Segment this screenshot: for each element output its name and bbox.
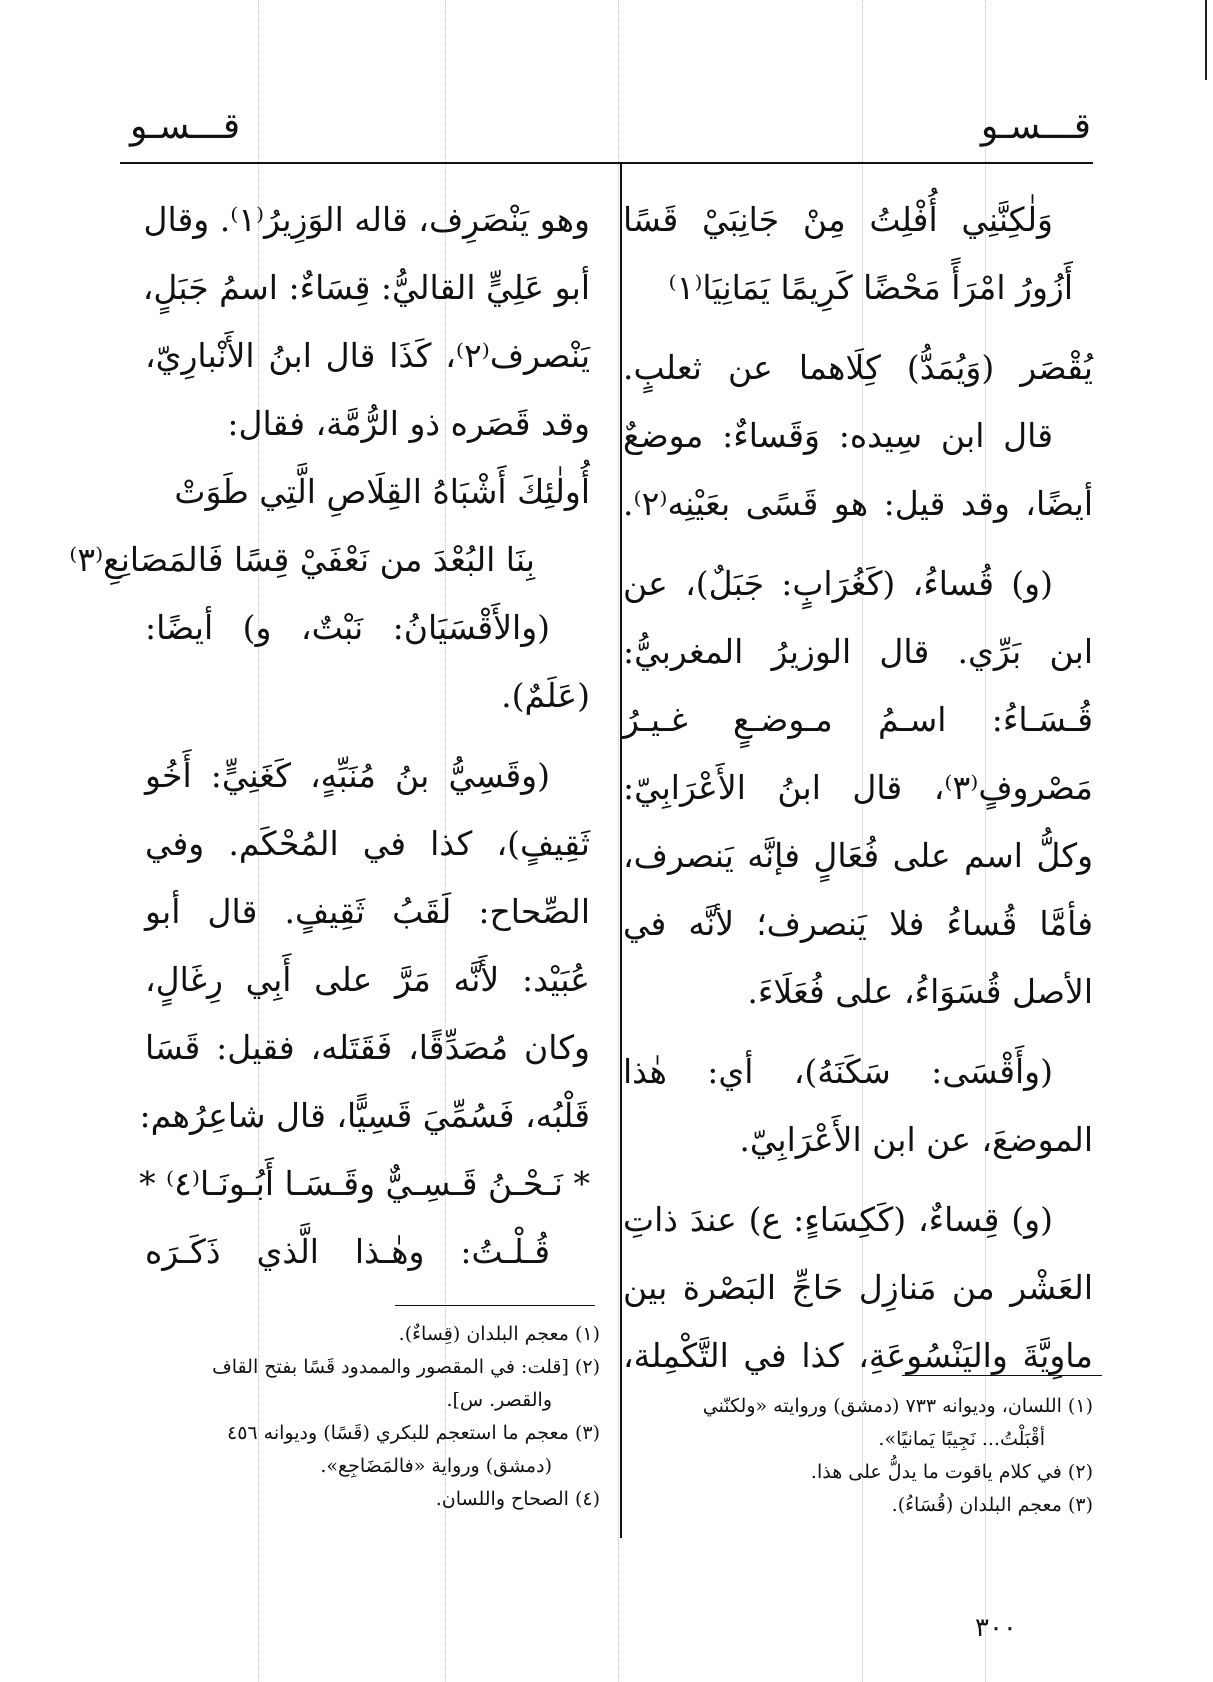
scan-edge-line (1205, 0, 1207, 80)
right-column (623, 186, 1093, 1390)
running-header-left: قـــسـو (130, 106, 241, 147)
text-line: أُولٰئِكَ أَشْبَاهُ القِلَاصِ الَّتِي طَوَتْ (174, 472, 590, 511)
left-column (69, 186, 590, 1286)
text-line: عُبَيْد: لأَنَّه مَرَّ على أَبِي رِغَالٍ، (145, 960, 590, 999)
footnote-rule-left (395, 1305, 595, 1306)
footnote: (١) معجم البلدان (قِساءٌ). (398, 1323, 600, 1345)
footnote: (٤) الصحاح واللسان. (435, 1488, 600, 1510)
footnote: (٢) في كلام ياقوت ما يدلُّ على هذا. (810, 1461, 1093, 1483)
text-line: أيضًا، وقد قيل: هو قَسًى بعَيْنِه⁽٢⁾. (623, 484, 1093, 523)
text-line: وكان مُصَدِّقًا، فَقَتَله، فقيل: قَسَا (145, 1028, 590, 1067)
text-line: قُـلْـتُ: وهٰـذا الَّذي ذَكَـرَه (145, 1232, 550, 1271)
text-line: ثَقِيفٍ)، كذا في المُحْكَم. وفي (145, 824, 590, 863)
text-line: فأمَّا قُساءُ فلا يَنصرف؛ لأنَّه في (623, 904, 1093, 943)
text-line: (و) قِساءٌ، (كَكِسَاءٍ: ع) عندَ ذاتِ (623, 1200, 1053, 1239)
footnote: (٣) معجم البلدان (قُسَاءُ). (891, 1494, 1093, 1516)
text-line: الأصل قُسَوَاءُ، على فُعَلَاءَ. (747, 972, 1093, 1011)
text-line: أَزُورُ امْرَأً مَحْضًا كَرِيمًا يَمَانِيَا⁽١⁾ (668, 268, 1073, 307)
footnote: (٣) معجم ما استعجم للبكري (قَسًا) وديوانه ٤٥٦ (227, 1422, 600, 1444)
footnote-rule-right (902, 1375, 1102, 1376)
text-line: أبو عَلِيٍّ القاليُّ: قِسَاءٌ: اسمُ جَبَلٍ، (142, 268, 590, 307)
text-line: * نَـحْـنُ قَـسِـيٌّ وقَـسَـا أَبُـونَـا⁽٤⁾ * (139, 1164, 590, 1203)
text-line: الصِّحاح: لَقَبُ ثَقِيفٍ. قال أبو (145, 892, 590, 931)
footnote: (٢) [قلت: في المقصور والممدود قَسًا بفتح القاف (212, 1356, 600, 1378)
text-line: (عَلَمٌ). (501, 676, 590, 715)
text-line: وهو يَنْصَرِف، قاله الوَزِيرُ⁽١⁾. وقال (143, 200, 590, 239)
column-divider (620, 163, 622, 1538)
footnote: (١) اللسان، وديوانه ٧٣٣ (دمشق) وروايته «ولكنّني (702, 1395, 1093, 1417)
footnote: أقْبَلْتُ... نَجِيبًا يَمانيًا». (878, 1428, 1045, 1450)
text-line: يَنْصرف⁽٢⁾، كَذَا قال ابنُ الأَنْبارِيّ، (145, 336, 590, 375)
text-line: (وأَقْسَى: سَكَنَهُ)، أي: هٰذا (623, 1052, 1053, 1091)
text-line: مَصْروفٍ⁽٣⁾، قال ابنُ الأَعْرَابِيّ: (623, 768, 1093, 807)
text-line: ماوِيَّةَ واليَنْسُوعَةِ، كذا في التَّكْمِلة، (623, 1336, 1093, 1375)
text-line: (والأَقْسَيَانُ: نَبْتٌ، و) أيضًا: (145, 608, 550, 647)
text-line: وقد قَصَره ذو الرُّمَّة، فقال: (227, 404, 590, 443)
text-line: ابن بَرِّي. قال الوزيرُ المغربيُّ: (623, 632, 1093, 671)
text-line: يُقْصَر (وَيُمَدُّ) كِلَاهما عن ثعلبٍ. (623, 348, 1093, 387)
footnote: والقصر. س]. (446, 1389, 552, 1411)
running-header-right: قـــسـو (980, 106, 1091, 147)
header-rule (120, 162, 1093, 164)
text-line: العَشْر من مَنازِل حَاجِّ البَصْرة بين (623, 1268, 1093, 1307)
footnote: (دمشق) ورواية «فالمَضَاجِع». (320, 1455, 552, 1477)
text-line: (و) قُساءُ، (كَغُرَابٍ: جَبَلٌ)، عن (623, 564, 1053, 603)
text-line: بِنَا البُعْدَ من نَعْفَيْ قِسًا فَالمَصَانِعِ⁽٣⁾ (69, 540, 535, 579)
text-line: قال ابن سِيده: وَقَساءٌ: موضعٌ (623, 416, 1053, 455)
page-number: ٣٠٠ (975, 1613, 1017, 1643)
text-line: (وقَسِيُّ بنُ مُنَبِّهٍ، كَغَنِيٍّ: أَخُو (145, 756, 550, 795)
text-line: الموضعَ، عن ابن الأَعْرَابِيّ. (739, 1120, 1093, 1159)
footnotes-right (613, 1390, 1093, 1522)
text-line: قُـسَـاءُ: اسـمُ مـوضـعٍ غـيـرُ (623, 700, 1093, 739)
text-line: وكلُّ اسم على فُعَالٍ فإنَّه يَنصرف، (623, 836, 1093, 875)
footnotes-left (175, 1318, 600, 1516)
text-line: قَلْبُه، فَسُمِّيَ قَسِيًّا، قال شاعِرُهم: (139, 1096, 590, 1135)
text-line: وَلٰكِنَّنِي أُفْلِتُ مِنْ جَانِبَيْ قَسًا (623, 200, 1053, 239)
